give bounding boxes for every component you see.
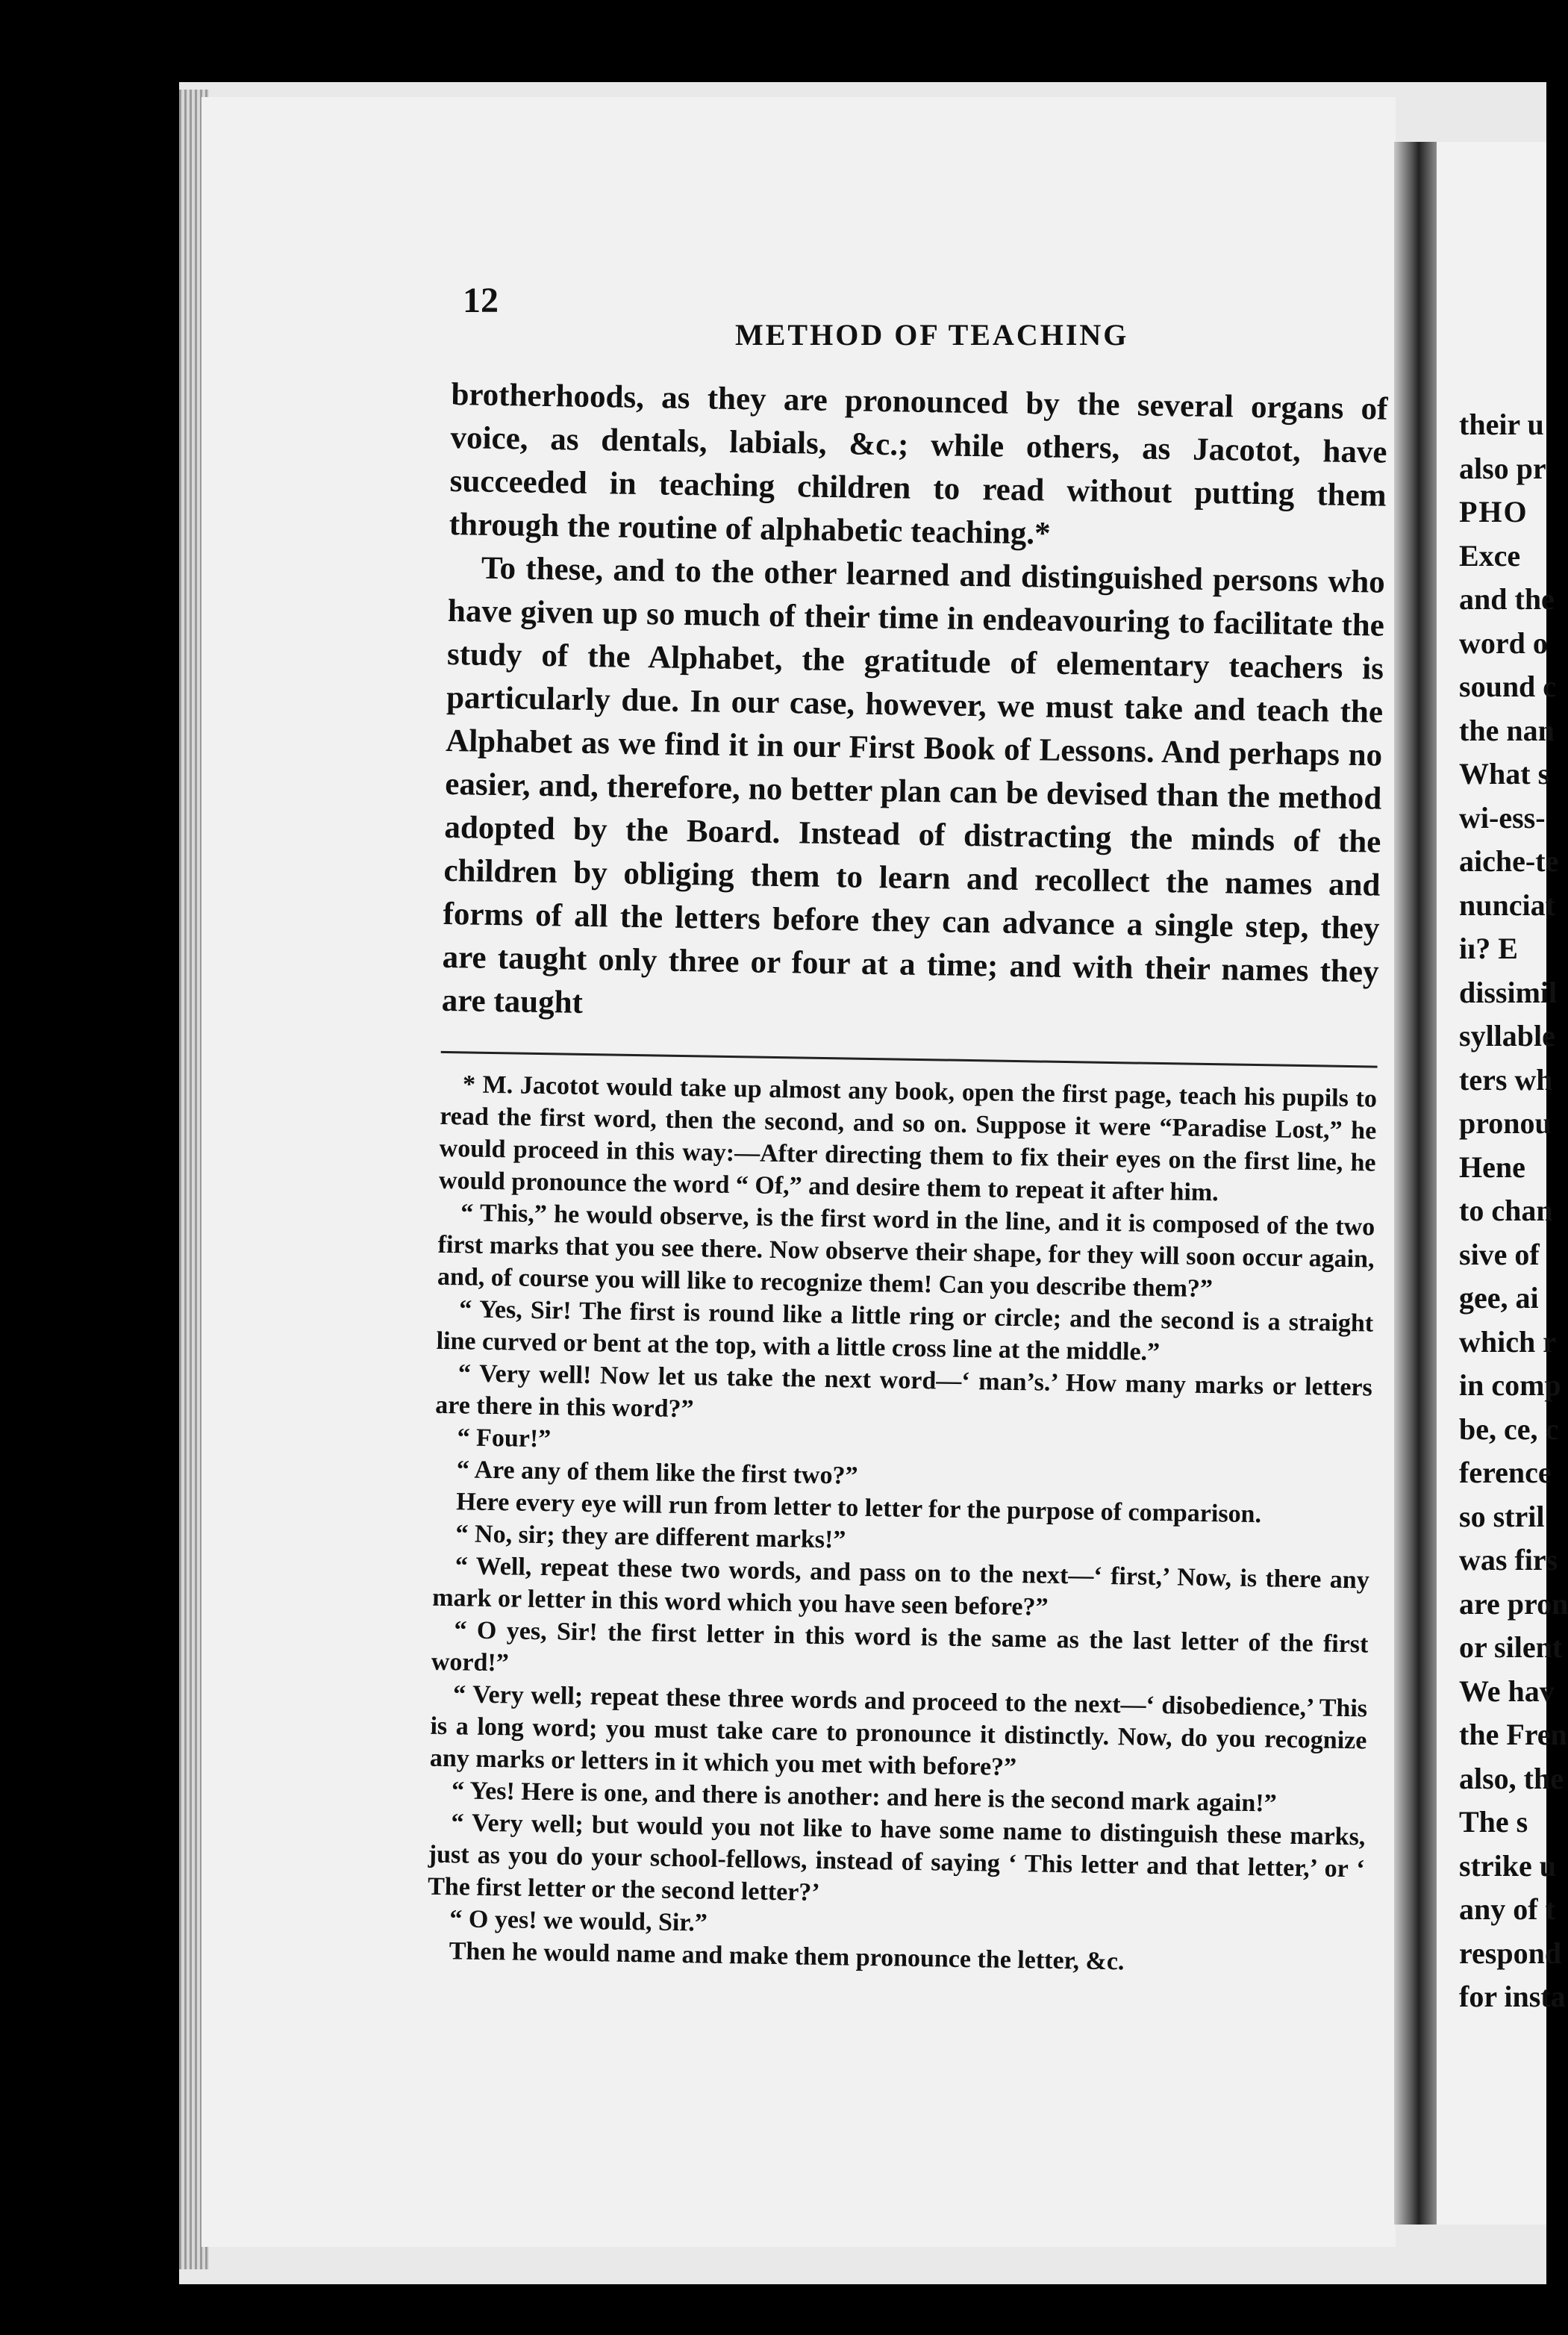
- facing-heading: PHO: [1459, 495, 1528, 529]
- facing-line: also pr: [1459, 451, 1546, 485]
- footnote-paragraph: “ O yes! we would, Sir.”: [449, 1905, 708, 1937]
- facing-line: any of t: [1459, 1892, 1555, 1926]
- footnote-paragraph: “ Four!”: [457, 1424, 552, 1453]
- footnote-paragraph: “ Well, repeat these two words, and pass on to the next—‘ first,’ Now, is there any mark or letter in this word which you have seen before?”: [431, 1552, 1370, 1621]
- footnote-paragraph: “ Yes! Here is one, and there is another: and here is the second mark again!”: [451, 1777, 1277, 1818]
- footnote: [426, 1068, 1377, 1982]
- facing-line: pronou: [1459, 1106, 1552, 1140]
- footnote-paragraph: “ No, sir; they are different marks!”: [455, 1520, 846, 1554]
- facing-line: sound c: [1459, 670, 1557, 703]
- page-content: [426, 373, 1387, 1981]
- facing-line: also, the: [1459, 1761, 1564, 1795]
- facing-line: What s: [1459, 757, 1550, 791]
- facing-line: We hav: [1459, 1674, 1555, 1708]
- facing-line: respond: [1459, 1936, 1562, 1970]
- facing-line: iı? E: [1459, 932, 1518, 965]
- facing-line: word o: [1459, 626, 1548, 660]
- footnote-paragraph: “ Very well! Now let us take the next word—‘ man’s.’ How many marks or letters are there in this word?”: [434, 1359, 1373, 1424]
- facing-line: are pron: [1459, 1586, 1568, 1621]
- facing-line: sive of: [1459, 1237, 1540, 1271]
- footnote-paragraph: “ This,” he would observe, is the first word in the line, and it is composed of the two first marks that you see there. Now observe their shape, for they will soon occur again, and, of course you will like to recognize them! Can you describe them?”: [437, 1199, 1375, 1303]
- footnote-paragraph: “ O yes, Sir! the first letter in this word is the same as the last letter of the first word!”: [431, 1616, 1369, 1677]
- facing-line: so stril: [1459, 1499, 1545, 1533]
- footnote-divider: [441, 1051, 1378, 1068]
- facing-line: the nan: [1459, 713, 1555, 747]
- body-paragraph: brotherhoods, as they are pronounced by the several organs of voice, as dentals, labials, &c.; while others, as Jacotot, have succeeded in teaching children to read without putting them through the routine of alphabetic teaching.*: [449, 376, 1388, 552]
- facing-line: strike u: [1459, 1848, 1556, 1883]
- facing-line: which r: [1459, 1324, 1556, 1359]
- facing-line: Exce: [1459, 538, 1521, 573]
- page-number: 12: [463, 281, 499, 320]
- facing-line: for insta: [1459, 1980, 1566, 2013]
- facing-line: nunciat: [1459, 888, 1555, 922]
- facing-line: their u: [1459, 408, 1544, 441]
- footnote-paragraph: * M. Jacotot would take up almost any book, open the first page, teach his pupils to read the first word, then the second, and so on. Suppose it were “Paradise Lost,” he would proceed in this way:—After directing them to fix their eyes on the first line, he would pronounce the word “ Of,” and desire them to repeat it after him.: [438, 1070, 1378, 1207]
- facing-line: ference: [1459, 1456, 1552, 1489]
- page-gutter: [1394, 142, 1439, 2225]
- facing-line: or silent: [1459, 1630, 1563, 1664]
- facing-line: in comp: [1459, 1368, 1561, 1402]
- body-text: [441, 373, 1388, 1038]
- facing-line: be, ce, c: [1459, 1412, 1559, 1446]
- facing-line: wi-ess-: [1459, 800, 1546, 835]
- footnote-paragraph: “ Very well; repeat these three words and proceed to the next—‘ disobedience,’ This is a long word; you must take care to pronounce it distinctly. Now, do you recognize any marks or letters in it which you met with before?”: [429, 1680, 1368, 1782]
- facing-line: and the: [1459, 582, 1555, 616]
- facing-line: the Fren: [1459, 1718, 1567, 1751]
- footnote-paragraph: Here every eye will run from letter to letter for the purpose of comparison.: [455, 1488, 1262, 1529]
- facing-line: gee, ai: [1459, 1281, 1539, 1315]
- facing-line: syllable: [1459, 1019, 1555, 1053]
- facing-page-text: [1459, 403, 1568, 2019]
- footnote-paragraph: “ Very well; but would you not like to have some name to distinguish these marks, just as you do your school-fellows, instead of saying ‘ This letter and that letter,’ or ‘ The first letter or the second letter?’: [427, 1809, 1366, 1907]
- facing-line: The s: [1459, 1805, 1528, 1839]
- facing-line: dissimil: [1459, 975, 1558, 1009]
- facing-line: Hene: [1459, 1150, 1525, 1184]
- footnote-paragraph: Then he would name and make them pronounce the letter, &c.: [449, 1937, 1125, 1976]
- facing-line: ters wh: [1459, 1062, 1553, 1097]
- facing-line: to chan: [1459, 1194, 1553, 1227]
- footnote-paragraph: “ Are any of them like the first two?”: [456, 1456, 858, 1490]
- facing-line: was firs: [1459, 1543, 1558, 1577]
- body-paragraph: To these, and to the other learned and distinguished persons who have given up so much of their time in endeavouring to facilitate the study of the Alphabet, the gratitude of elementary teachers is particularly due. In our case, however, we must take and teach the Alphabet as we find it in our First Book of Lessons. And perhaps no easier, and, therefore, no better plan can be devised than the method adopted by the Board. Instead of distracting the minds of the children by obliging them to learn and recollect the names and forms of all the letters before they can advance a single step, they are taught only three or four at a time; and with their names they are taught: [441, 550, 1386, 1020]
- running-head: METHOD OF TEACHING: [735, 318, 1129, 352]
- facing-line: aiche-te: [1459, 844, 1559, 878]
- footnote-paragraph: “ Yes, Sir! The first is round like a little ring or circle; and the second is a straight line curved or bent at the top, with a little cross line at the middle.”: [436, 1295, 1374, 1367]
